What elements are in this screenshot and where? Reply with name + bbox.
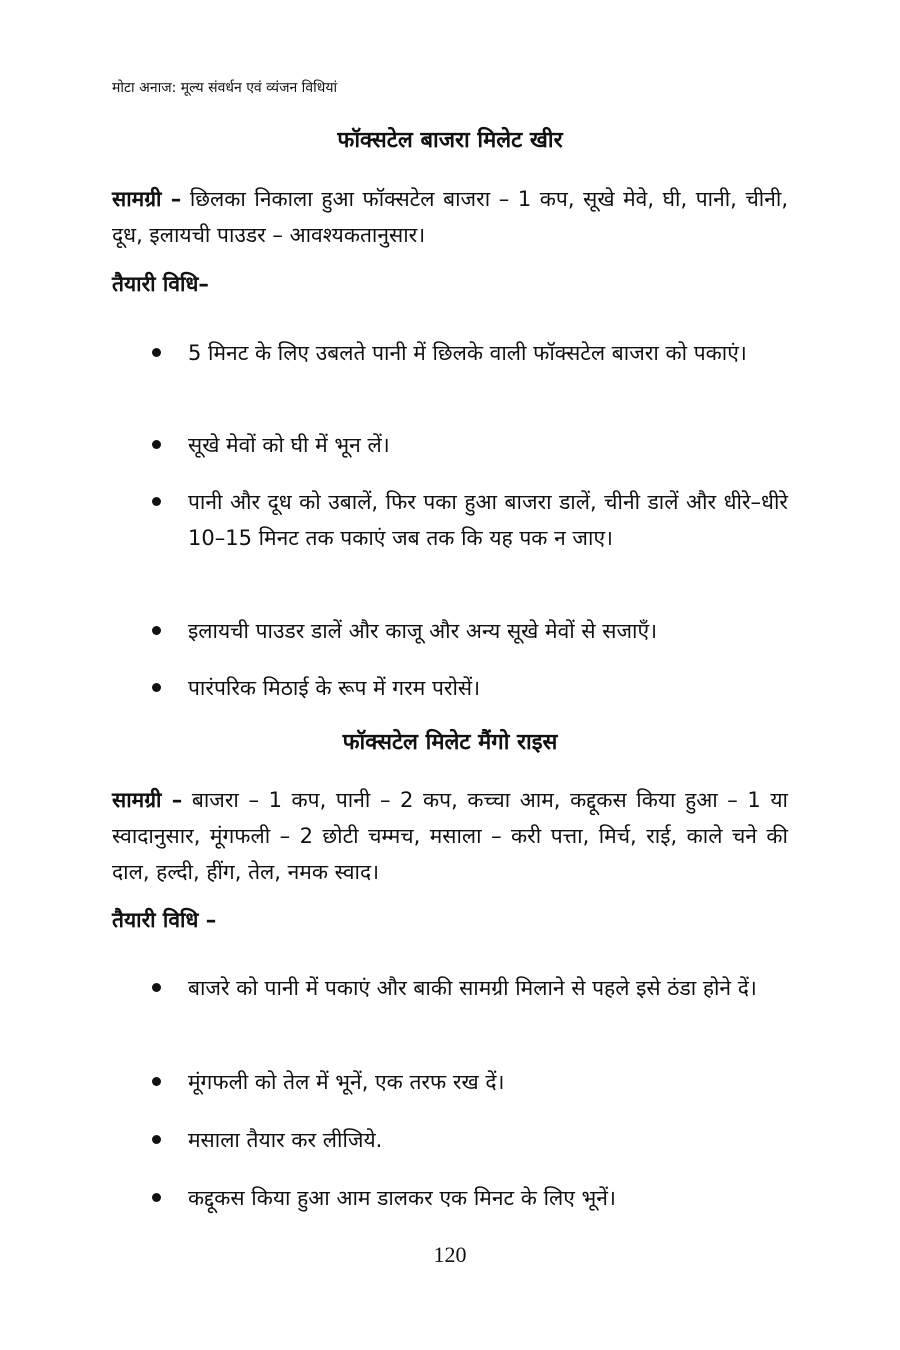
step-text: इलायची पाउडर डालें और काजू और अन्य सूखे मेवों से सजाएँ। xyxy=(188,619,658,643)
step-text: पानी और दूध को उबालें, फिर पका हुआ बाजरा डालें, चीनी डालें और धीरे–धीरे 10–15 मिनट तक पकाएं जब तक कि यह पक न जाए। xyxy=(188,490,788,550)
bullet-icon xyxy=(152,983,161,992)
page-number: 120 xyxy=(433,1242,467,1267)
step-text: मूंगफली को तेल में भूनें, एक तरफ रख दें। xyxy=(188,1070,505,1094)
bullet-icon xyxy=(152,1077,161,1086)
ingredients-label: सामग्री – xyxy=(112,187,182,211)
list-item xyxy=(152,427,788,463)
bullet-icon xyxy=(152,683,161,692)
step-text: 5 मिनट के लिए उबलते पानी में छिलके वाली फॉक्सटेल बाजरा को पकाएं। xyxy=(188,341,747,365)
bullet-icon xyxy=(152,348,161,357)
recipe-title: फॉक्सटेल बाजरा मिलेट खीर xyxy=(337,128,563,153)
list-item xyxy=(152,670,788,706)
step-text: कद्दूकस किया हुआ आम डालकर एक मिनट के लिए भूनें। xyxy=(188,1186,616,1210)
ingredients-text: छिलका निकाला हुआ फॉक्सटेल बाजरा – 1 कप, सूखे मेवे, घी, पानी, चीनी, दूध, इलायची पाउडर – आवश्यकतानुसार। xyxy=(112,187,788,247)
ingredients-label: सामग्री – xyxy=(112,788,183,812)
list-item xyxy=(152,1122,788,1158)
bullet-icon xyxy=(152,1135,161,1144)
list-item xyxy=(152,1180,788,1216)
list-item xyxy=(152,484,788,556)
step-text: पारंपरिक मिठाई के रूप में गरम परोसें। xyxy=(188,676,481,700)
list-item xyxy=(152,613,788,649)
step-text: मसाला तैयार कर लीजिये. xyxy=(188,1128,383,1152)
list-item xyxy=(152,970,788,1006)
method-heading: तैयारी विधि – xyxy=(112,908,217,932)
ingredients-paragraph xyxy=(112,782,788,890)
method-heading: तैयारी विधि– xyxy=(112,272,209,296)
list-item xyxy=(152,1064,788,1100)
ingredients-paragraph xyxy=(112,181,788,253)
running-header: मोटा अनाज: मूल्य संवर्धन एवं व्यंजन विधियां xyxy=(112,80,338,96)
bullet-icon xyxy=(152,626,161,635)
ingredients-text: बाजरा – 1 कप, पानी – 2 कप, कच्चा आम, कद्दूकस किया हुआ – 1 या स्वादानुसार, मूंगफली – 2 छोटी चम्मच, मसाला – करी पत्ता, मिर्च, राई, काले चने की दाल, हल्दी, हींग, तेल, नमक स्वाद। xyxy=(112,788,788,884)
bullet-icon xyxy=(152,497,161,506)
bullet-icon xyxy=(152,1193,161,1202)
recipe-title: फॉक्सटेल मिलेट मैंगो राइस xyxy=(342,730,558,755)
bullet-icon xyxy=(152,440,161,449)
step-text: सूखे मेवों को घी में भून लें। xyxy=(188,433,390,457)
step-text: बाजरे को पानी में पकाएं और बाकी सामग्री मिलाने से पहले इसे ठंडा होने दें। xyxy=(188,976,757,1000)
list-item xyxy=(152,335,788,371)
